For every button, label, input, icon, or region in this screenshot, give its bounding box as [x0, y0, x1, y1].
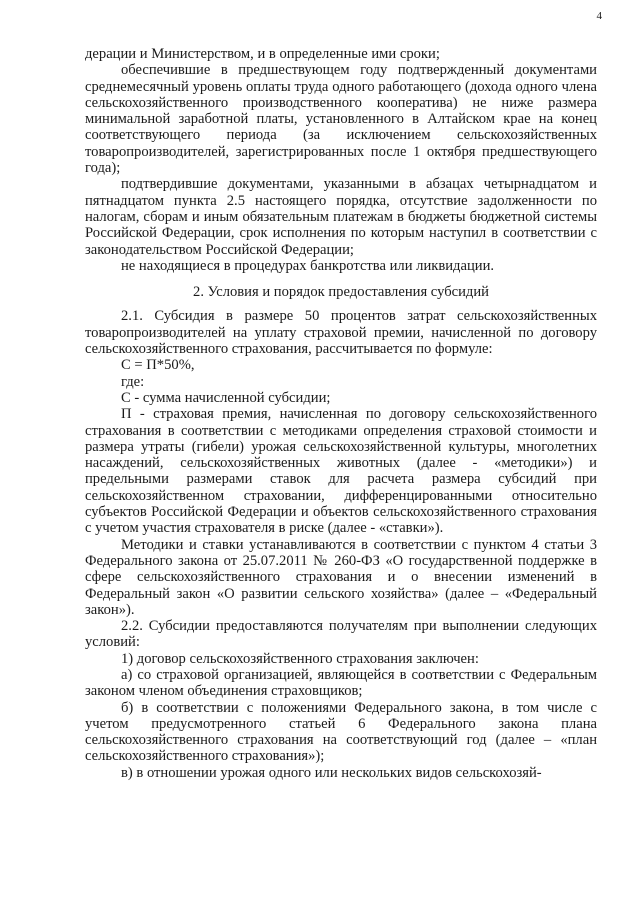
- paragraph: не находящиеся в процедурах банкротства или ликвидации.: [121, 257, 495, 274]
- formula-where: где:: [121, 373, 145, 390]
- list-item: в) в отношении урожая одного или нескольких видов сельскохозяй-: [121, 764, 542, 781]
- list-item: а) со страховой организацией, являющейся в соответствии с Федеральным законом членом объединения страховщиков;: [85, 666, 597, 700]
- list-item: 1) договор сельскохозяйственного страхования заключен:: [121, 650, 479, 667]
- paragraph: дерации и Министерством, и в определенные ими сроки;: [85, 46, 440, 62]
- page-number: 4: [596, 10, 602, 22]
- paragraph: обеспечившие в предшествующем году подтвержденный документами среднемесячный уровень оплаты труда одного работающего (дохода одного члена сельскохозяйственного производственного кооператива) не ниже размера минимальной заработной платы, установленного в Алтайском крае на конец соответствующего периода (за исключением сельскохозяйственных товаропроизводителей, зарегистрированных после 1 октября предшествующего года);: [85, 62, 597, 177]
- document-body: [85, 46, 597, 781]
- paragraph: 2.1. Субсидия в размере 50 процентов затрат сельскохозяйственных товаропроизводителей на уплату страховой премии, начисленной по договору сельскохозяйственного страхования, рассчитывается по формуле:: [85, 308, 597, 358]
- paragraph: подтвердившие документами, указанными в абзацах четырнадцатом и пятнадцатом пункта 2.5 настоящего порядка, отсутствие задолженности по налогам, сборам и иным обязательным платежам в бюджеты бюджетной системы Российской Федерации, срок исполнения по которым наступил в соответствии с законодательством Российской Федерации;: [85, 176, 597, 258]
- list-item: б) в соответствии с положениями Федерального закона, в том числе с учетом предусмотренного статьей 6 Федерального закона плана сельскохозяйственного страхования на соответствующий год (далее – «план сельскохозяйственного страхования»);: [85, 699, 597, 765]
- formula-definition: С - сумма начисленной субсидии;: [121, 389, 331, 406]
- formula: С = П*50%,: [121, 357, 195, 374]
- section-heading: 2. Условия и порядок предоставления субсидий: [193, 284, 489, 301]
- paragraph: П - страховая премия, начисленная по договору сельскохозяйственного страхования в соответствии с методиками определения страховой стоимости и размера утраты (гибели) урожая сельскохозяйственной культуры, многолетних насаждений, сельскохозяйственных животных (далее - «методики») и предельными размерами ставок для расчета размера субсидий при сельскохозяйственном страховании, дифференцированными относительно субъектов Российской Федерации и объектов сельскохозяйственного страхования с учетом участия страхователя в риске (далее - «ставки»).: [85, 406, 597, 537]
- paragraph: Методики и ставки устанавливаются в соответствии с пунктом 4 статьи 3 Федерального закона от 25.07.2011 № 260-ФЗ «О государственной поддержке в сфере сельскохозяйственного страхования и о внесении изменений в Федеральный закон «О развитии сельского хозяйства» (далее – «Федеральный закон»).: [85, 536, 597, 618]
- paragraph: 2.2. Субсидии предоставляются получателям при выполнении следующих условий:: [85, 618, 597, 651]
